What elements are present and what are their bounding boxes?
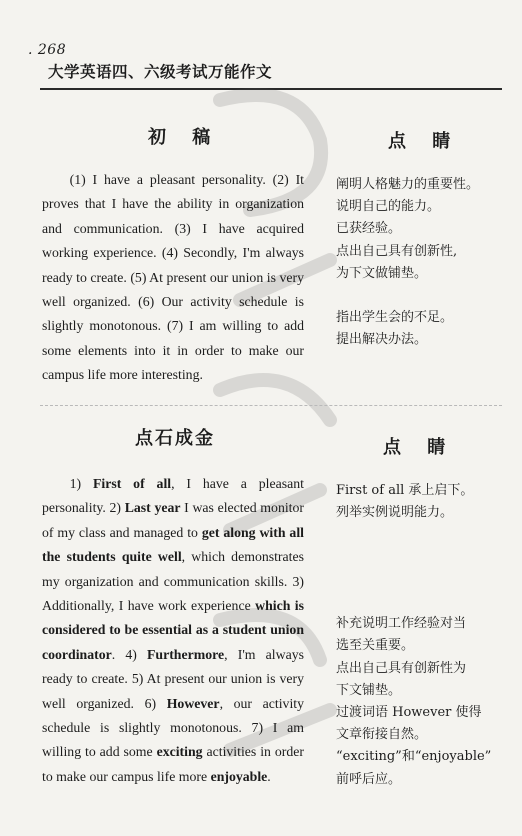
draft_notes-note: 点出自己具有创新性,: [336, 243, 458, 259]
header-rule: [40, 88, 502, 90]
revision-text: [42, 472, 304, 789]
text-segment: , I have a pleasant personality. 2): [42, 476, 304, 516]
highlight-phrase: However: [166, 695, 220, 711]
revision_notes-note: [336, 569, 502, 591]
highlight-phrase: enjoyable: [210, 768, 268, 784]
revision_notes-note: 补充说明工作经验对当: [336, 616, 467, 632]
highlight-phrase: First of all: [92, 476, 172, 491]
revision_notes-note: [336, 524, 502, 546]
revision_notes-note: 列举实例说明能力。: [336, 505, 454, 521]
text-segment: , I'm always ready to create. 5) At present our union is very well organized. 6): [42, 646, 304, 711]
revision_notes-note: 下文铺垫。: [336, 682, 402, 698]
text-segment: activities in order to make our campus life more: [42, 744, 304, 784]
text-segment: 1): [69, 476, 93, 491]
draft_notes-note: 指出学生会的不足。: [336, 310, 454, 326]
draft_notes-note: 阐明人格魅力的重要性。: [336, 177, 480, 192]
page-number: . 268: [28, 42, 67, 58]
draft_notes-note: 已获经验。: [336, 221, 402, 237]
draft_notes-note: 说明自己的能力。: [336, 199, 441, 215]
revision-heading: 点石成金: [135, 428, 215, 449]
text-segment: , our activity schedule is slightly monotonous. 7) I am willing to add some: [42, 695, 305, 760]
draft-text: [42, 168, 304, 388]
draft_notes-note: 为下文做铺垫。: [336, 265, 428, 281]
highlight-phrase: Furthermore: [146, 646, 225, 662]
highlight-phrase: Last year: [124, 500, 181, 516]
running-head: 大学英语四、六级考试万能作文: [48, 62, 273, 81]
text-segment: , which demonstrates my organization and communication skills. 3) Additionally, I have work experience: [42, 549, 304, 614]
highlight-phrase: get along with all the students quite well: [42, 524, 304, 565]
draft-heading: 初 稿: [148, 127, 221, 148]
revision_notes-note: 选至关重要。: [336, 638, 415, 654]
revision_notes-note: [336, 547, 502, 569]
revision-paragraph: [42, 472, 304, 789]
draft-paragraph: (1) I have a pleasant personality. (2) It proves that I have the ability in organization and communication. (3) I have acquired working experience. (4) Secondly, I'm always ready to create. (5) At present our union is very well organized. (6) Our activity schedule is slightly monotonous. (7) I am willing to add some elements into it in order to make our campus life more interesting.: [42, 172, 304, 383]
draft_notes-note: 提出解决办法。: [336, 332, 428, 348]
text-segment: . 4): [111, 646, 147, 662]
text-segment: I was elected monitor of my class and managed to: [42, 500, 304, 540]
revision-notes-heading: 点 睛: [383, 437, 456, 458]
revision_notes-note: 文章衔接自然。: [336, 727, 428, 743]
draft-notes-heading: 点 睛: [388, 131, 461, 152]
highlight-phrase: which is considered to be essential as a student union coordinator: [42, 598, 305, 662]
text-segment: .: [267, 768, 271, 784]
revision-notes: [336, 480, 502, 791]
highlight-phrase: exciting: [156, 744, 203, 760]
draft_notes-note: [336, 285, 502, 307]
revision_notes-note: First of all 承上启下。: [336, 483, 474, 498]
revision_notes-note: [336, 591, 502, 613]
section-divider: [40, 405, 502, 406]
revision_notes-note: “exciting”和“enjoyable”: [336, 749, 492, 765]
revision_notes-note: 点出自己具有创新性为: [336, 660, 467, 676]
revision_notes-note: 过渡词语 However 使得: [336, 705, 482, 721]
revision_notes-note: 前呼后应。: [336, 771, 402, 787]
draft-notes: [336, 174, 502, 352]
